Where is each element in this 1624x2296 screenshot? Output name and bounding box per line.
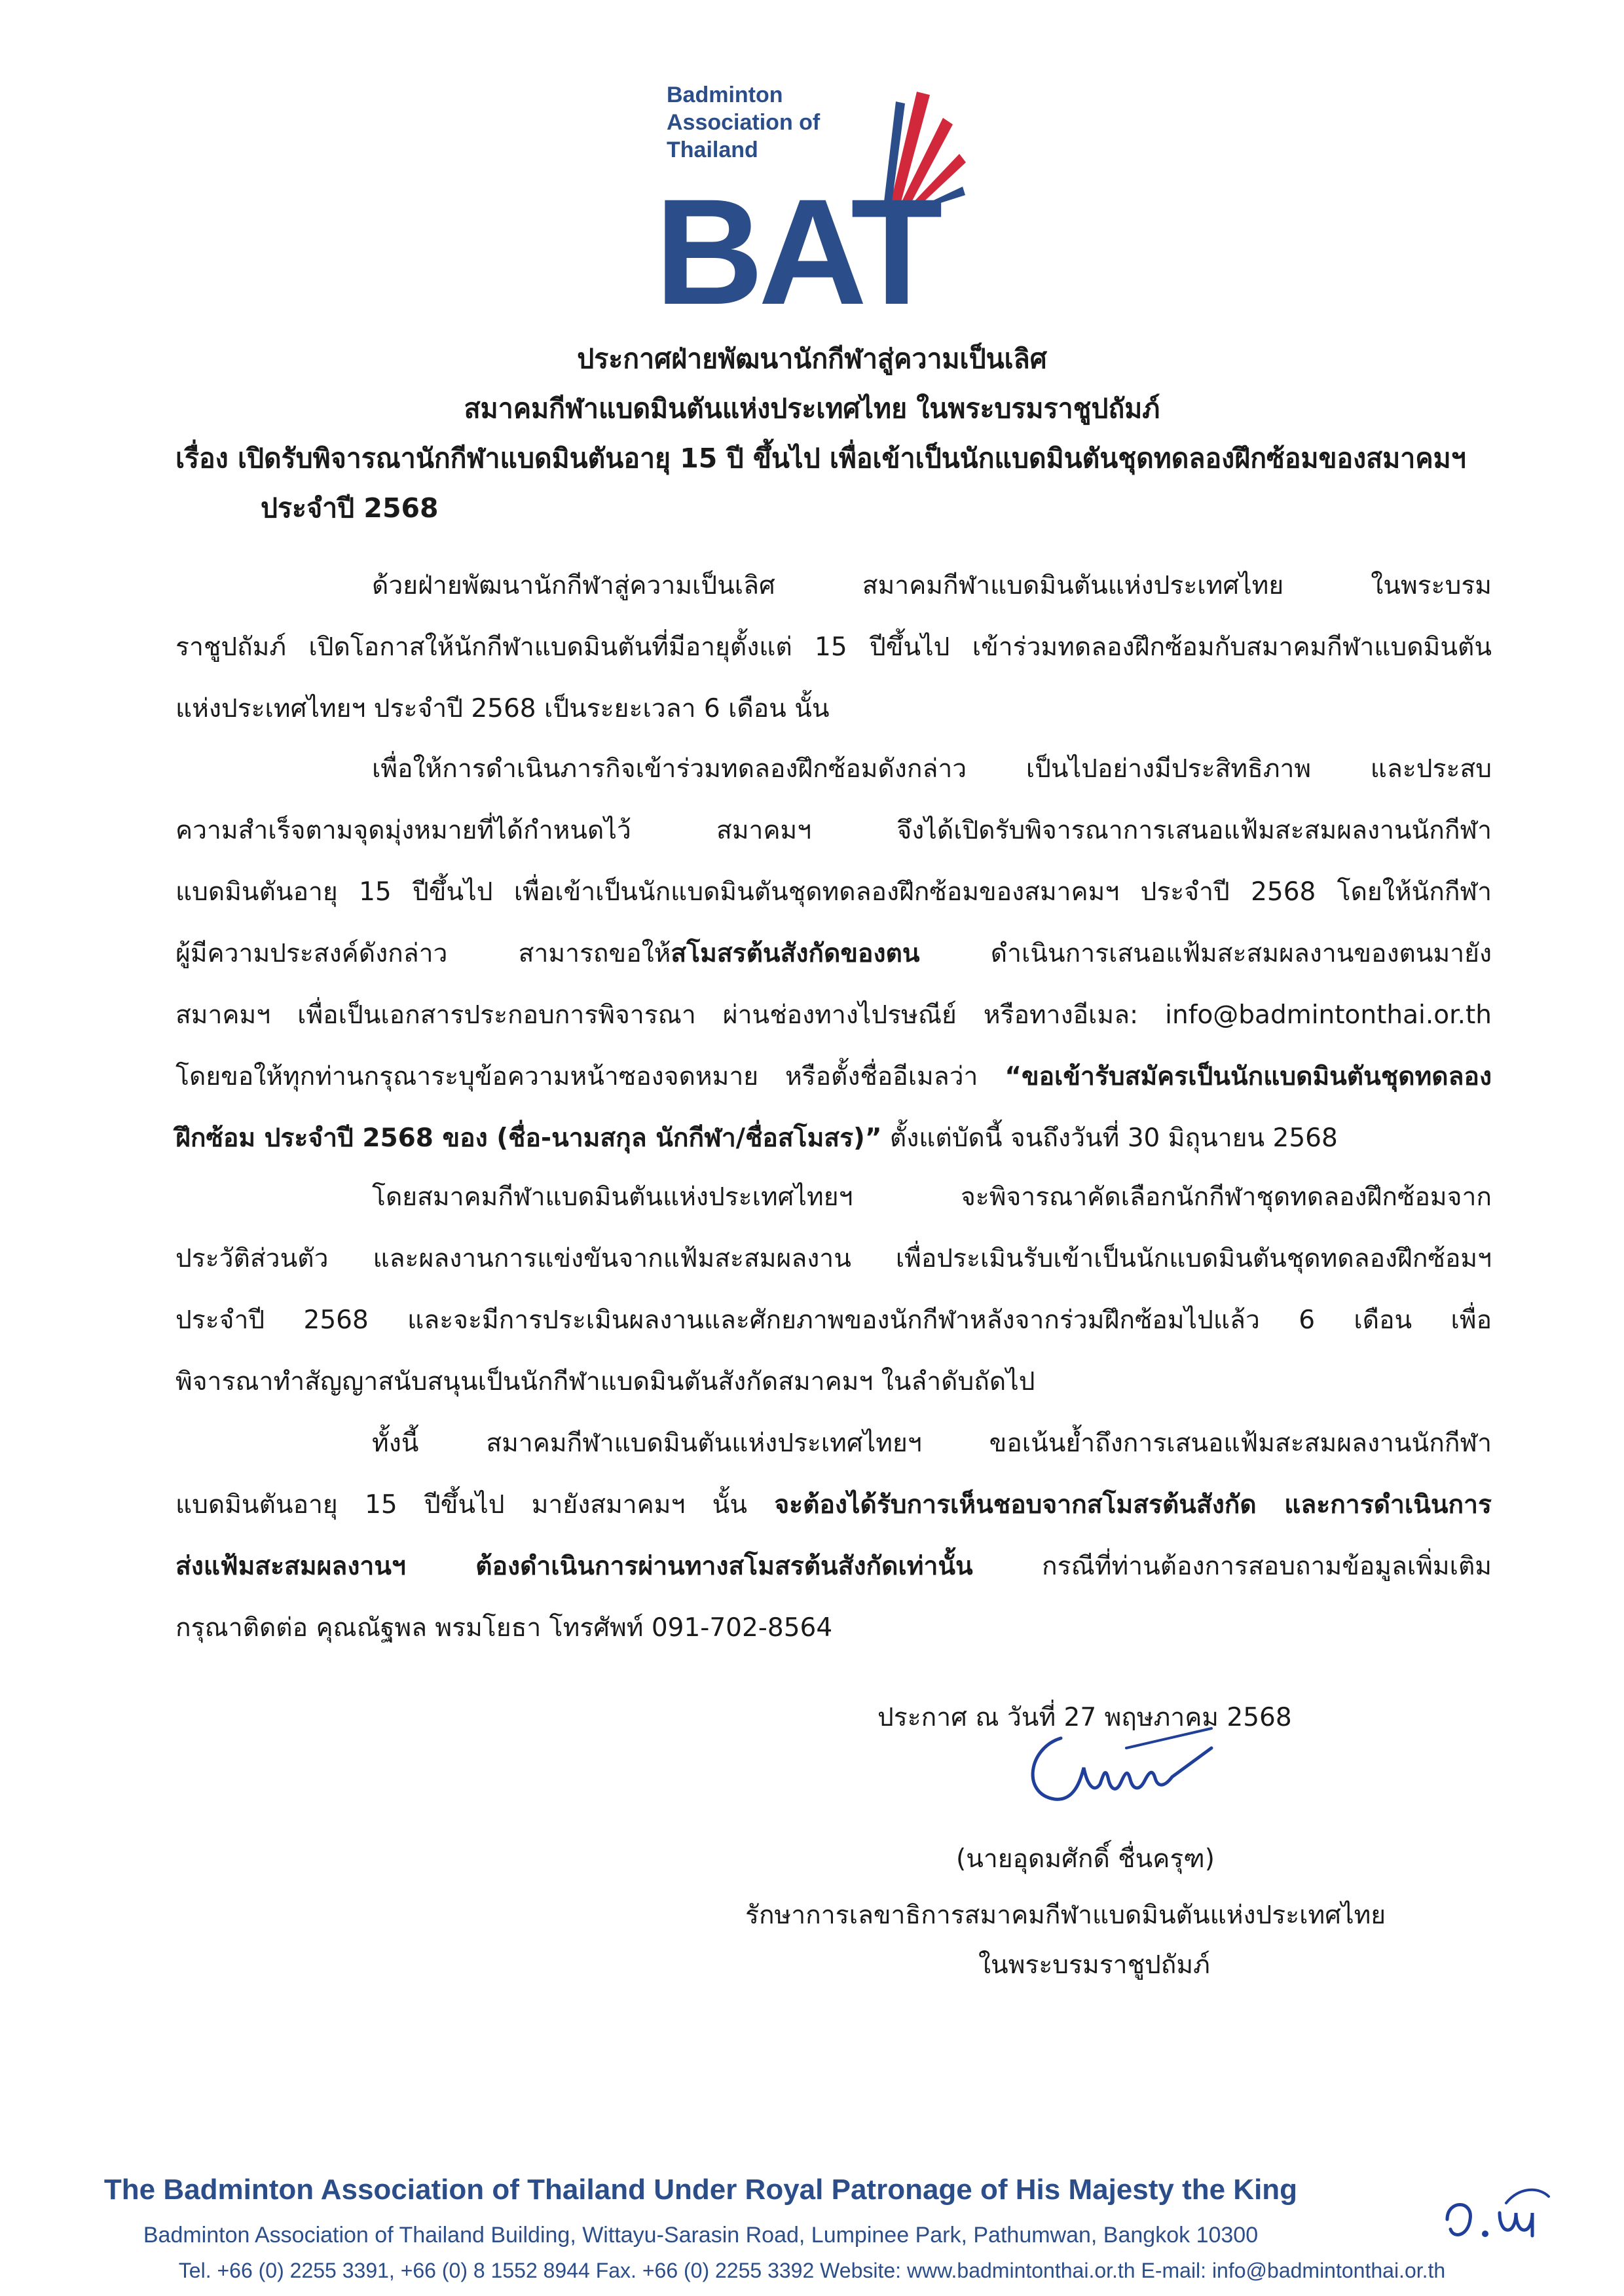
paragraph-line: กรุณาติดต่อ คุณณัฐพล พรมโยธา โทรศัพท์ 091-702-8564 [175, 1613, 833, 1643]
logo-line-1: Badminton [667, 82, 783, 107]
paragraph-1 [175, 555, 1492, 740]
logo-line-3: Thailand [667, 137, 758, 162]
paragraph-line [175, 1536, 1492, 1597]
bold-segment: สโมสรต้นสังกัดของตน [671, 939, 920, 968]
paragraph-line: แห่งประเทศไทยฯ ประจำปี 2568 เป็นระยะเวลา 6 เดือน นั้น [175, 694, 830, 723]
paragraph-2 [175, 738, 1492, 1169]
signature-icon [1015, 1722, 1218, 1813]
initials-signature-icon [1434, 2174, 1565, 2252]
text-segment: ดำเนินการเสนอแฟ้มสะสมผลงานของตนมายัง [919, 939, 1492, 968]
paragraph-3 [175, 1167, 1492, 1413]
bold-segment: จะต้องได้รับการเห็นชอบจากสโมสรต้นสังกัด และการดำเนินการ [774, 1490, 1492, 1520]
announcement-heading-2: สมาคมกีฬาแบดมินตันแห่งประเทศไทย ในพระบรมราชูปถัมภ์ [464, 393, 1160, 424]
paragraph-line [175, 1474, 1492, 1536]
announcement-date: ประกาศ ณ วันที่ 27 พฤษภาคม 2568 [877, 1703, 1292, 1732]
paragraph-line: ประจำปี 2568 และจะมีการประเมินผลงานและศักยภาพของนักกีฬาหลังจากร่วมฝึกซ้อมไปแล้ว 6 เดือน เพื่อ [175, 1305, 1492, 1335]
subject-line [175, 433, 1492, 533]
bat-logo [655, 79, 969, 336]
subject-line-2: ประจำปี 2568 [261, 492, 439, 524]
paragraph-line [175, 1108, 1492, 1169]
logo-wordmark [667, 81, 820, 164]
text-segment: กรณีที่ท่านต้องการสอบถามข้อมูลเพิ่มเติม [972, 1552, 1492, 1581]
paragraph-line: ทั้งนี้ สมาคมกีฬาแบดมินตันแห่งประเทศไทยฯ ขอเน้นย้ำถึงการเสนอแฟ้มสะสมผลงานนักกีฬา [372, 1429, 1492, 1458]
paragraph-line: ประวัติส่วนตัว และผลงานการแข่งขันจากแฟ้มสะสมผลงาน เพื่อประเมินรับเข้าเป็นนักแบดมินตันชุดทดลองฝึกซ้อมฯ [175, 1244, 1492, 1273]
subject-line-1: เรื่อง เปิดรับพิจารณานักกีฬาแบดมินตันอายุ 15 ปี ขึ้นไป เพื่อเข้าเป็นนักแบดมินตันชุดทดลองฝึกซ้อมของสมาคมฯ [175, 443, 1466, 474]
bold-segment: ส่งแฟ้มสะสมผลงานฯ ต้องดำเนินการผ่านทางสโมสรต้นสังกัดเท่านั้น [175, 1552, 973, 1581]
text-segment: ผู้มีความประสงค์ดังกล่าว สามารถขอให้ [175, 939, 671, 968]
bold-segment: ฝึกซ้อม ประจำปี 2568 ของ (ชื่อ-นามสกุล นักกีฬา/ชื่อสโมสร)” [175, 1123, 882, 1153]
text-segment: แบดมินตันอายุ 15 ปีขึ้นไป มายังสมาคมฯ นั้น [175, 1490, 775, 1520]
paragraph-line: โดยสมาคมกีฬาแบดมินตันแห่งประเทศไทยฯ จะพิจารณาคัดเลือกนักกีฬาชุดทดลองฝึกซ้อมจาก [372, 1182, 1492, 1212]
paragraph-line: ด้วยฝ่ายพัฒนานักกีฬาสู่ความเป็นเลิศ สมาคมกีฬาแบดมินตันแห่งประเทศไทย ในพระบรม [372, 571, 1492, 600]
signer-position: รักษาการเลขาธิการสมาคมกีฬาแบดมินตันแห่งประเทศไทย [745, 1901, 1386, 1930]
paragraph-line: ราชูปถัมภ์ เปิดโอกาสให้นักกีฬาแบดมินตันที่มีอายุตั้งแต่ 15 ปีขึ้นไป เข้าร่วมทดลองฝึกซ้อมกับสมาคมกีฬาแบดมินตัน [175, 632, 1492, 662]
bold-segment: “ขอเข้ารับสมัครเป็นนักแบดมินตันชุดทดลอง [1005, 1062, 1492, 1091]
paragraph-line: เพื่อให้การดำเนินภารกิจเข้าร่วมทดลองฝึกซ้อมดังกล่าว เป็นไปอย่างมีประสิทธิภาพ และประสบ [372, 754, 1492, 784]
footer-contact: Tel. +66 (0) 2255 3391, +66 (0) 8 1552 8944 Fax. +66 (0) 2255 3392 Website: www.badmintonthai.or.th E-mail: info@badmintonthai.or.th [178, 2259, 1446, 2282]
announcement-heading-1: ประกาศฝ่ายพัฒนานักกีฬาสู่ความเป็นเลิศ [577, 343, 1047, 374]
logo-line-2: Association of [667, 110, 821, 135]
paragraph-line: พิจารณาทำสัญญาสนับสนุนเป็นนักกีฬาแบดมินตันสังกัดสมาคมฯ ในลำดับถัดไป [175, 1367, 1035, 1396]
signer-position-2: ในพระบรมราชูปถัมภ์ [978, 1950, 1210, 1980]
paragraph-4 [175, 1413, 1492, 1659]
text-segment: ตั้งแต่บัดนี้ จนถึงวันที่ 30 มิถุนายน 2568 [881, 1123, 1338, 1153]
paragraph-line: สมาคมฯ เพื่อเป็นเอกสารประกอบการพิจารณา ผ่านช่องทางไปรษณีย์ หรือทางอีเมล: info@badmintonthai.or.th [175, 1000, 1492, 1030]
logo-acronym: BAT [655, 168, 938, 336]
footer-title: The Badminton Association of Thailand Under Royal Patronage of His Majesty the King [103, 2174, 1298, 2206]
paragraph-line [175, 1046, 1492, 1108]
paragraph-line: แบดมินตันอายุ 15 ปีขึ้นไป เพื่อเข้าเป็นนักแบดมินตันชุดทดลองฝึกซ้อมของสมาคมฯ ประจำปี 2568 โดยให้นักกีฬา [175, 877, 1492, 907]
text-segment: โดยขอให้ทุกท่านกรุณาระบุข้อความหน้าซองจดหมาย หรือตั้งชื่ออีเมลว่า [175, 1062, 1005, 1091]
footer-address: Badminton Association of Thailand Building, Wittayu-Sarasin Road, Lumpinee Park, Pathumwan, Bangkok 10300 [143, 2223, 1259, 2248]
paragraph-line [175, 923, 1492, 985]
signer-name: (นายอุดมศักดิ์ ชื่นครุฑ) [956, 1844, 1215, 1874]
paragraph-line: ความสำเร็จตามจุดมุ่งหมายที่ได้กำหนดไว้ สมาคมฯ จึงได้เปิดรับพิจารณาการเสนอแฟ้มสะสมผลงานนักกีฬา [175, 816, 1492, 845]
